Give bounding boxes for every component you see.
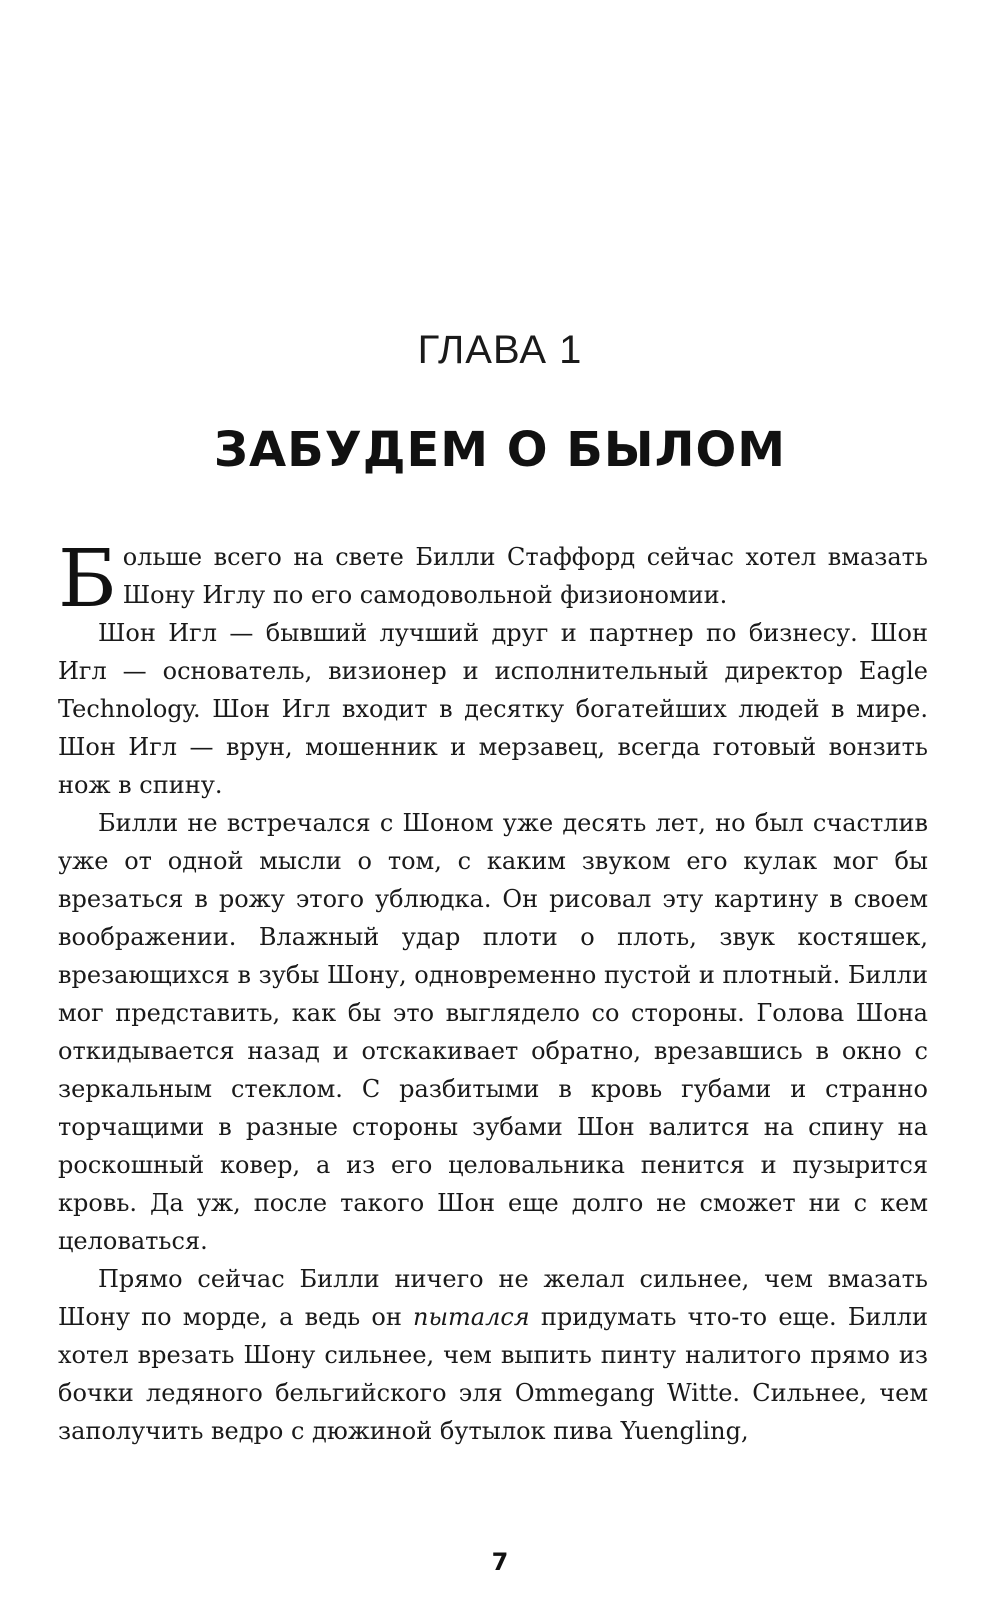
paragraph-text: придумать что-то еще. Билли хотел врезать Шону сильнее, чем выпить пинту налитого прямо из бочки ледяного бельгийского эля Ommegang Witte. Сильнее, чем заполучить ведро с дюжиной бутылок пива Yuengling, [58,1303,928,1445]
paragraph [58,532,928,625]
paragraph [58,1260,928,1450]
emphasis-text: пытался [413,1303,530,1331]
chapter-label: ГЛАВА 1 [417,328,583,372]
chapter-body [58,532,928,1450]
paragraph: Шон Игл — бывший лучший друг и партнер по бизнесу. Шон Игл — основатель, визионер и исполнительный директор Eagle Technology. Шон Игл входит в десятку богатейших людей в мире. Шон Игл — врун, мошенник и мерзавец, всегда готовый вонзить нож в спину. [58,619,928,799]
drop-cap: Б [58,532,117,625]
paragraph-text: Прямо сейчас Билли ничего не желал сильнее, чем вмазать Шону по морде, а ведь он [58,1265,928,1331]
paragraph-text: ольше всего на свете Билли Стаффорд сейчас хотел вмазать Шону Иглу по его самодовольной физиономии. [122,543,928,609]
paragraph: Билли не встречался с Шоном уже десять лет, но был счастлив уже от одной мысли о том, с каким звуком его кулак мог бы врезаться в рожу этого ублюдка. Он рисовал эту картину в своем воображении. Влажный удар плоти о плоть, звук костяшек, врезающихся в зубы Шону, одновременно пустой и плотный. Билли мог представить, как бы это выглядело со стороны. Голова Шона откидывается назад и отскакивает обратно, врезавшись в окно с зеркальным стеклом. С разбитыми в кровь губами и странно торчащими в разные стороны зубами Шон валится на спину на роскошный ковер, а из его целовальника пенится и пузырится кровь. Да уж, после такого Шон еще долго не сможет ни с кем целоваться. [58,809,928,1255]
chapter-title: ЗАБУДЕМ О БЫЛОМ [213,422,787,478]
page-number: 7 [491,1548,509,1576]
